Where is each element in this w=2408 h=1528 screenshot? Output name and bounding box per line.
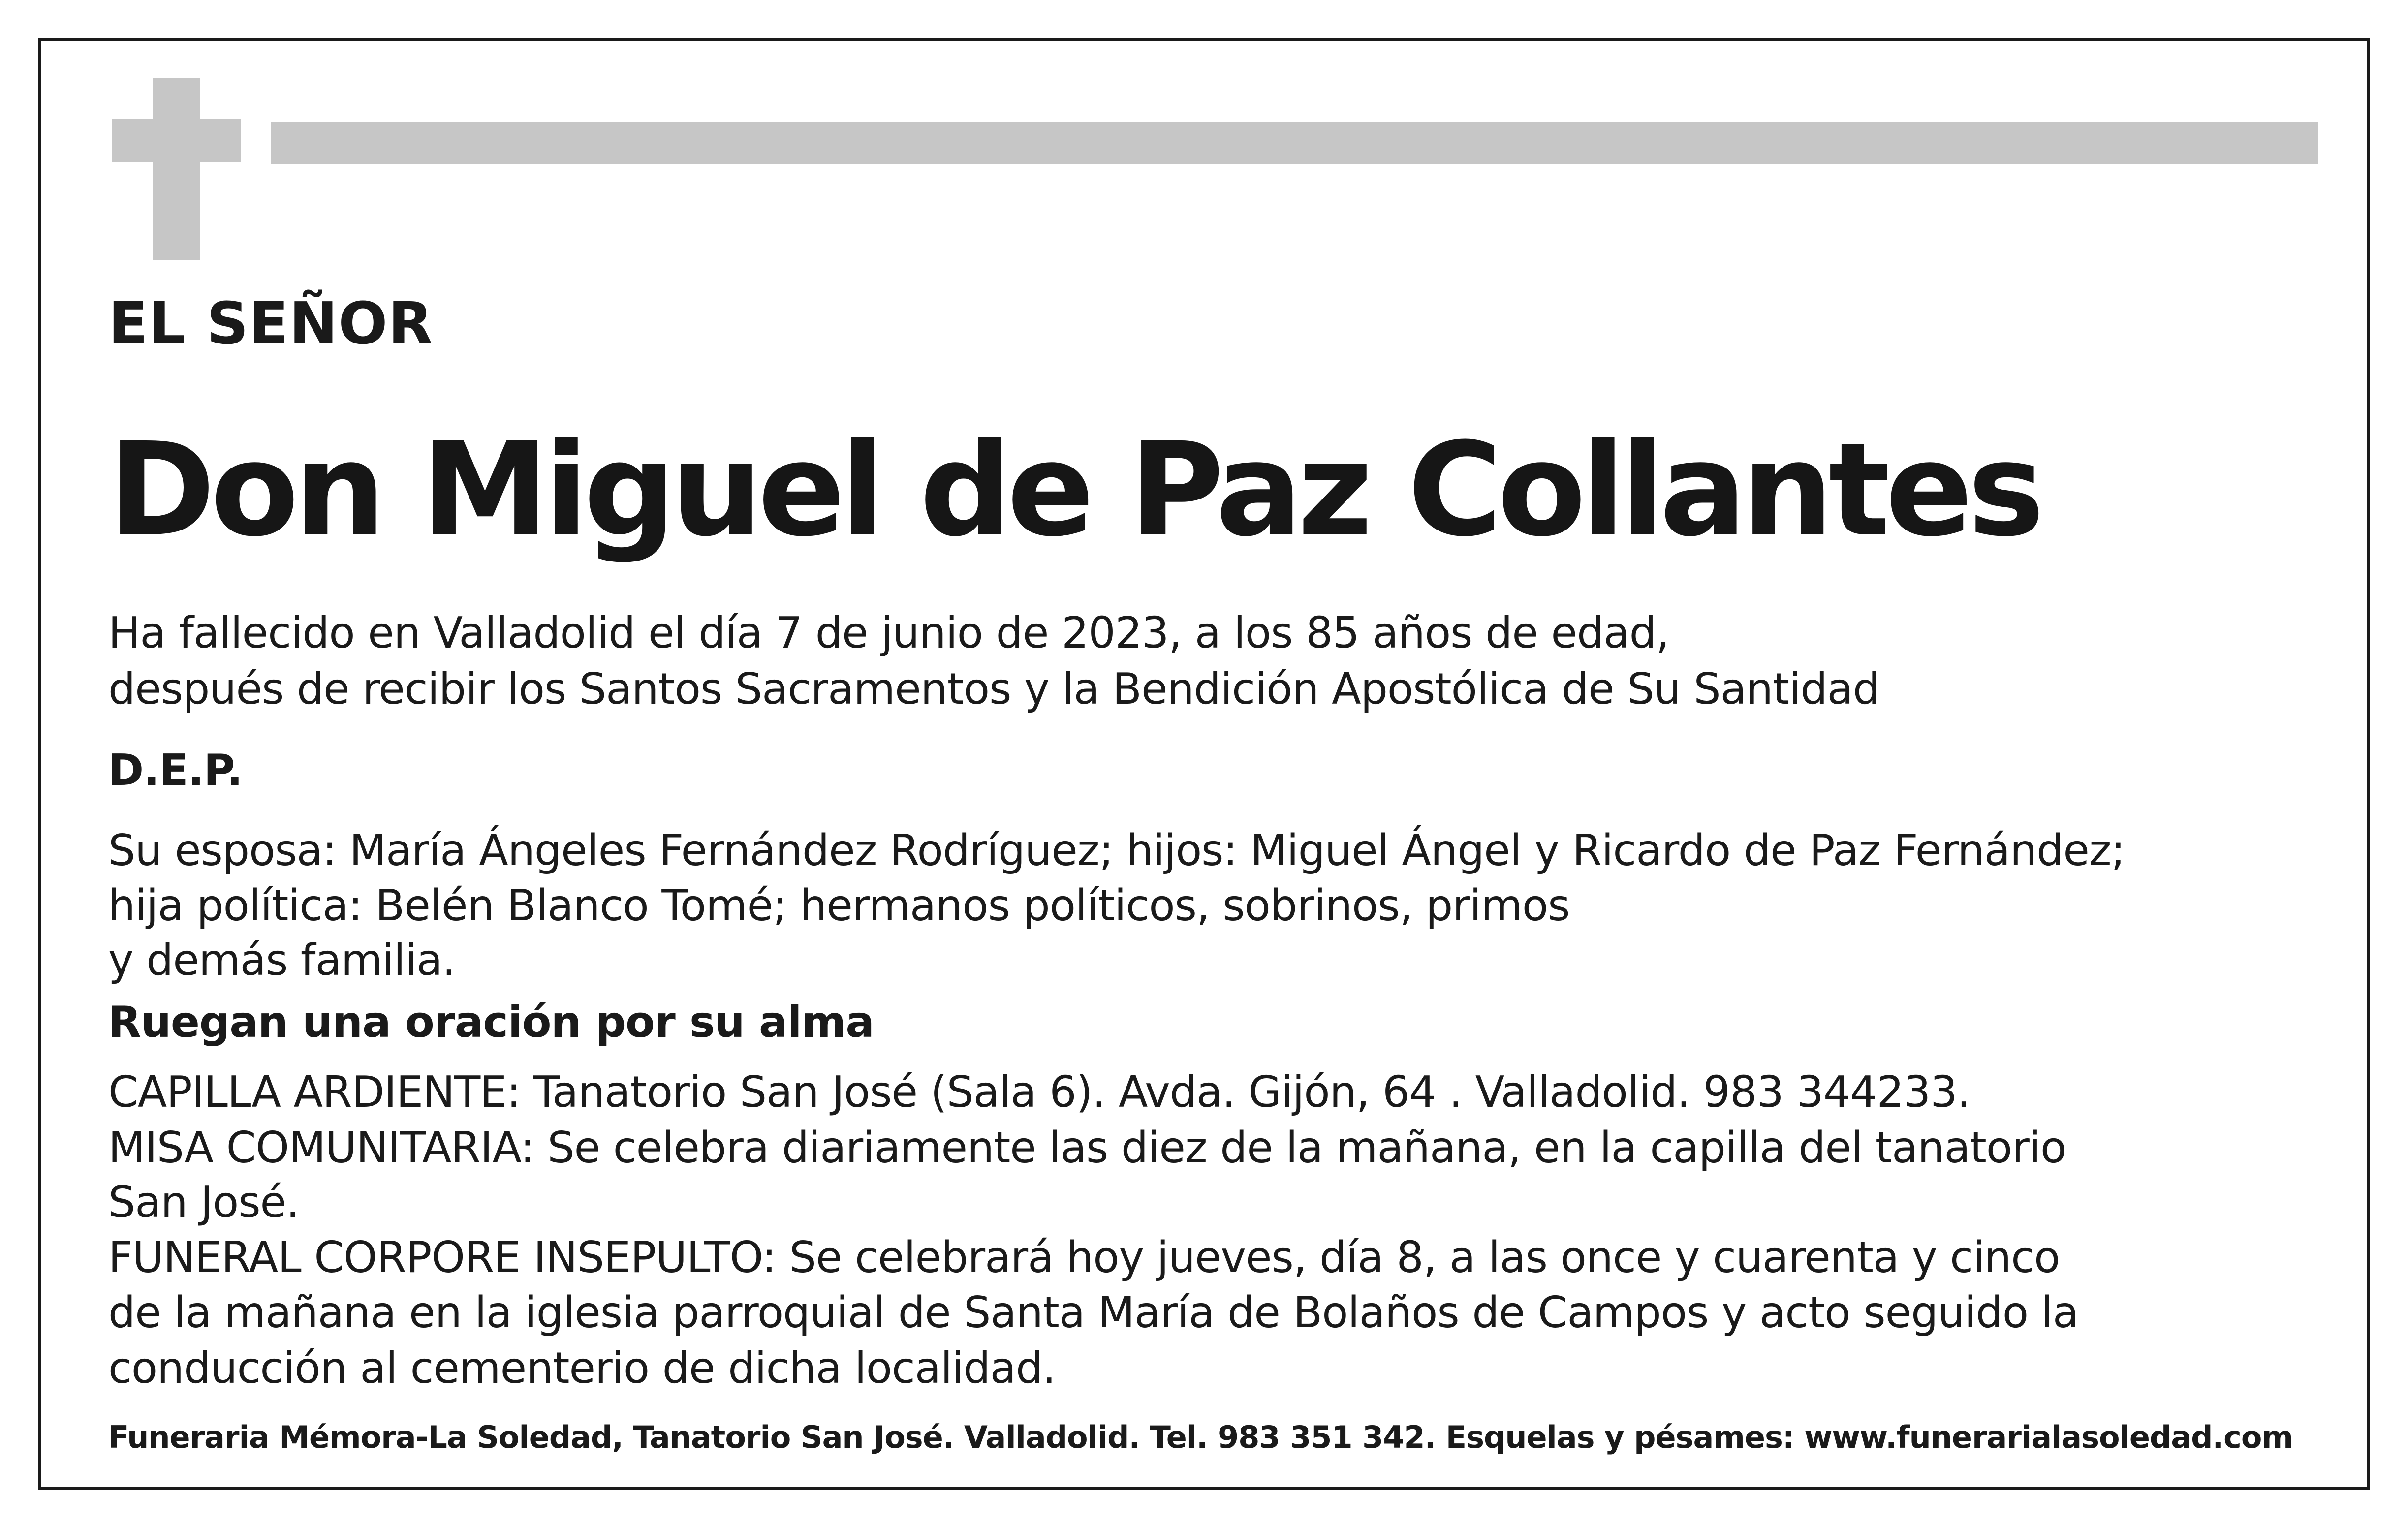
- service-line-3: San José.: [108, 1177, 299, 1227]
- prayer-request: Ruegan una oración por su alma: [108, 997, 874, 1047]
- cross-vertical-beam: [153, 78, 200, 260]
- family-line-1: Su esposa: María Ángeles Fernández Rodríguez; hijos: Miguel Ángel y Ricardo de Paz Fernández;: [108, 825, 2125, 875]
- death-announcement-line-1: Ha fallecido en Valladolid el día 7 de junio de 2023, a los 85 años de edad,: [108, 608, 1669, 658]
- service-line-2: MISA COMUNITARIA: Se celebra diariamente las diez de la mañana, en la capilla del tanatorio: [108, 1123, 2066, 1173]
- deceased-name: Don Miguel de Paz Collantes: [108, 415, 2040, 565]
- service-line-1: CAPILLA ARDIENTE: Tanatorio San José (Sala 6). Avda. Gijón, 64 . Valladolid. 983 344233.: [108, 1067, 1970, 1117]
- family-line-2: hija política: Belén Blanco Tomé; hermanos políticos, sobrinos, primos: [108, 880, 1570, 931]
- cross-horizontal-beam: [112, 119, 241, 162]
- header-divider-bar: [271, 122, 2318, 164]
- service-line-6: conducción al cementerio de dicha localidad.: [108, 1343, 1056, 1393]
- service-line-5: de la mañana en la iglesia parroquial de Santa María de Bolaños de Campos y acto seguido la: [108, 1287, 2079, 1338]
- service-line-4: FUNERAL CORPORE INSEPULTO: Se celebrará hoy jueves, día 8, a las once y cuarenta y cinco: [108, 1232, 2060, 1282]
- title-label: EL SEÑOR: [108, 289, 434, 357]
- death-announcement-line-2: después de recibir los Santos Sacramentos y la Bendición Apostólica de Su Santidad: [108, 664, 1880, 714]
- funeral-home-footer: Funeraria Mémora-La Soledad, Tanatorio San José. Valladolid. Tel. 983 351 342. Esquelas y pésames: www.funerarialasoledad.com: [108, 1419, 2293, 1455]
- family-line-3: y demás familia.: [108, 935, 456, 985]
- rip-label: D.E.P.: [108, 745, 243, 795]
